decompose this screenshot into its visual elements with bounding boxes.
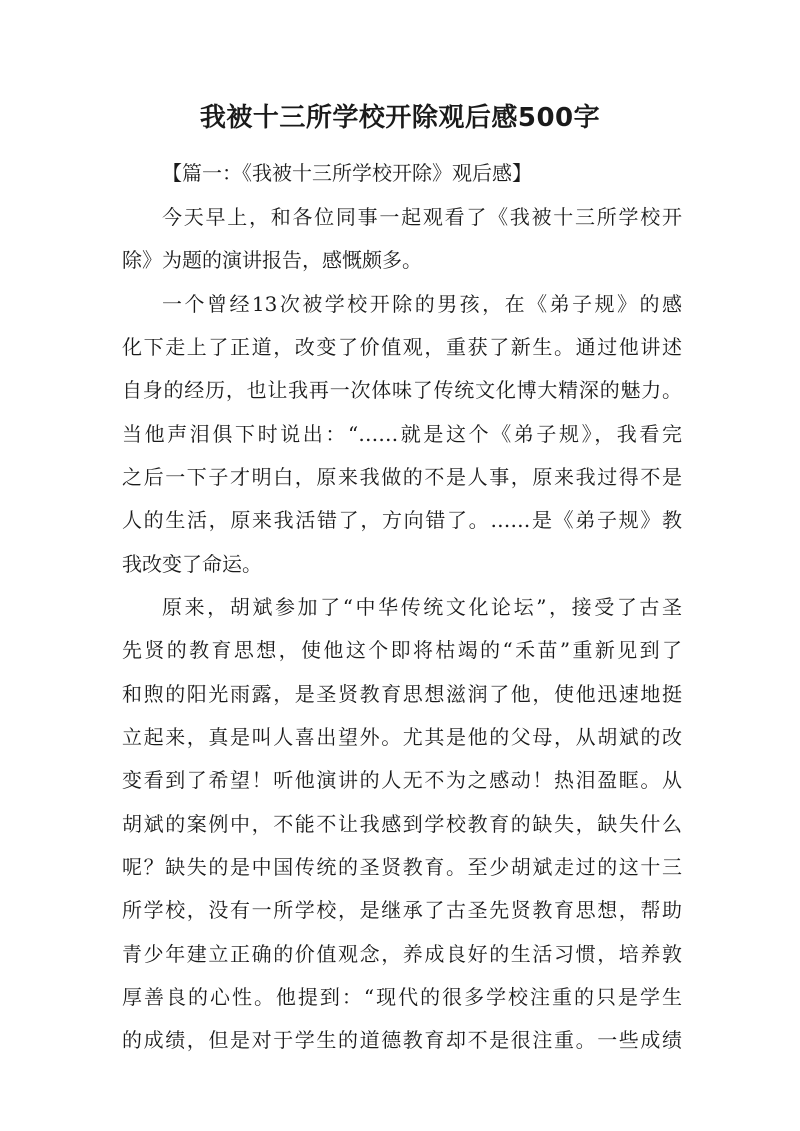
section-heading: 【篇一：《我被十三所学校开除》观后感】 bbox=[162, 161, 532, 185]
text-line: 厚善良的心性。他提到：“现代的很多学校注重的只是学生 bbox=[122, 985, 682, 1009]
text-line: 先贤的教育思想，使他这个即将枯竭的“禾苗”重新见到了 bbox=[122, 638, 682, 662]
text-line: 自身的经历，也让我再一次体味了传统文化博大精深的魅力。 bbox=[122, 378, 682, 402]
text-line: 和煦的阳光雨露，是圣贤教育思想滋润了他，使他迅速地挺 bbox=[122, 682, 682, 706]
text-line: 除》为题的演讲报告，感慨颇多。 bbox=[122, 248, 422, 272]
text-line: 当他声泪俱下时说出：“……就是这个《弟子规》，我看完 bbox=[122, 422, 682, 446]
text-line: 青少年建立正确的价值观念，养成良好的生活习惯，培养敦 bbox=[122, 942, 682, 966]
text-line: 立起来，真是叫人喜出望外。尤其是他的父母，从胡斌的改 bbox=[122, 725, 682, 749]
text-line: 所学校，没有一所学校，是继承了古圣先贤教育思想，帮助 bbox=[122, 898, 682, 922]
text-line: 的成绩，但是对于学生的道德教育却不是很注重。一些成绩 bbox=[122, 1028, 682, 1052]
text-line: 之后一下子才明白，原来我做的不是人事，原来我过得不是 bbox=[122, 465, 682, 489]
document-title: 我被十三所学校开除观后感500字 bbox=[199, 103, 601, 133]
text-line: 今天早上，和各位同事一起观看了《我被十三所学校开 bbox=[162, 205, 682, 229]
text-line: 变看到了希望！听他演讲的人无不为之感动！热泪盈眶。从 bbox=[122, 768, 682, 792]
text-line: 人的生活，原来我活错了，方向错了。……是《弟子规》教 bbox=[122, 508, 682, 532]
text-line: 呢？缺失的是中国传统的圣贤教育。至少胡斌走过的这十三 bbox=[122, 855, 682, 879]
text-line: 化下走上了正道，改变了价值观，重获了新生。通过他讲述 bbox=[122, 335, 682, 359]
text-line: 胡斌的案例中，不能不让我感到学校教育的缺失，缺失什么 bbox=[122, 812, 682, 836]
text-line: 我改变了命运。 bbox=[122, 552, 262, 576]
text-line: 原来，胡斌参加了“中华传统文化论坛”，接受了古圣 bbox=[162, 595, 682, 619]
text-line: 一个曾经13次被学校开除的男孩，在《弟子规》的感 bbox=[162, 292, 682, 316]
